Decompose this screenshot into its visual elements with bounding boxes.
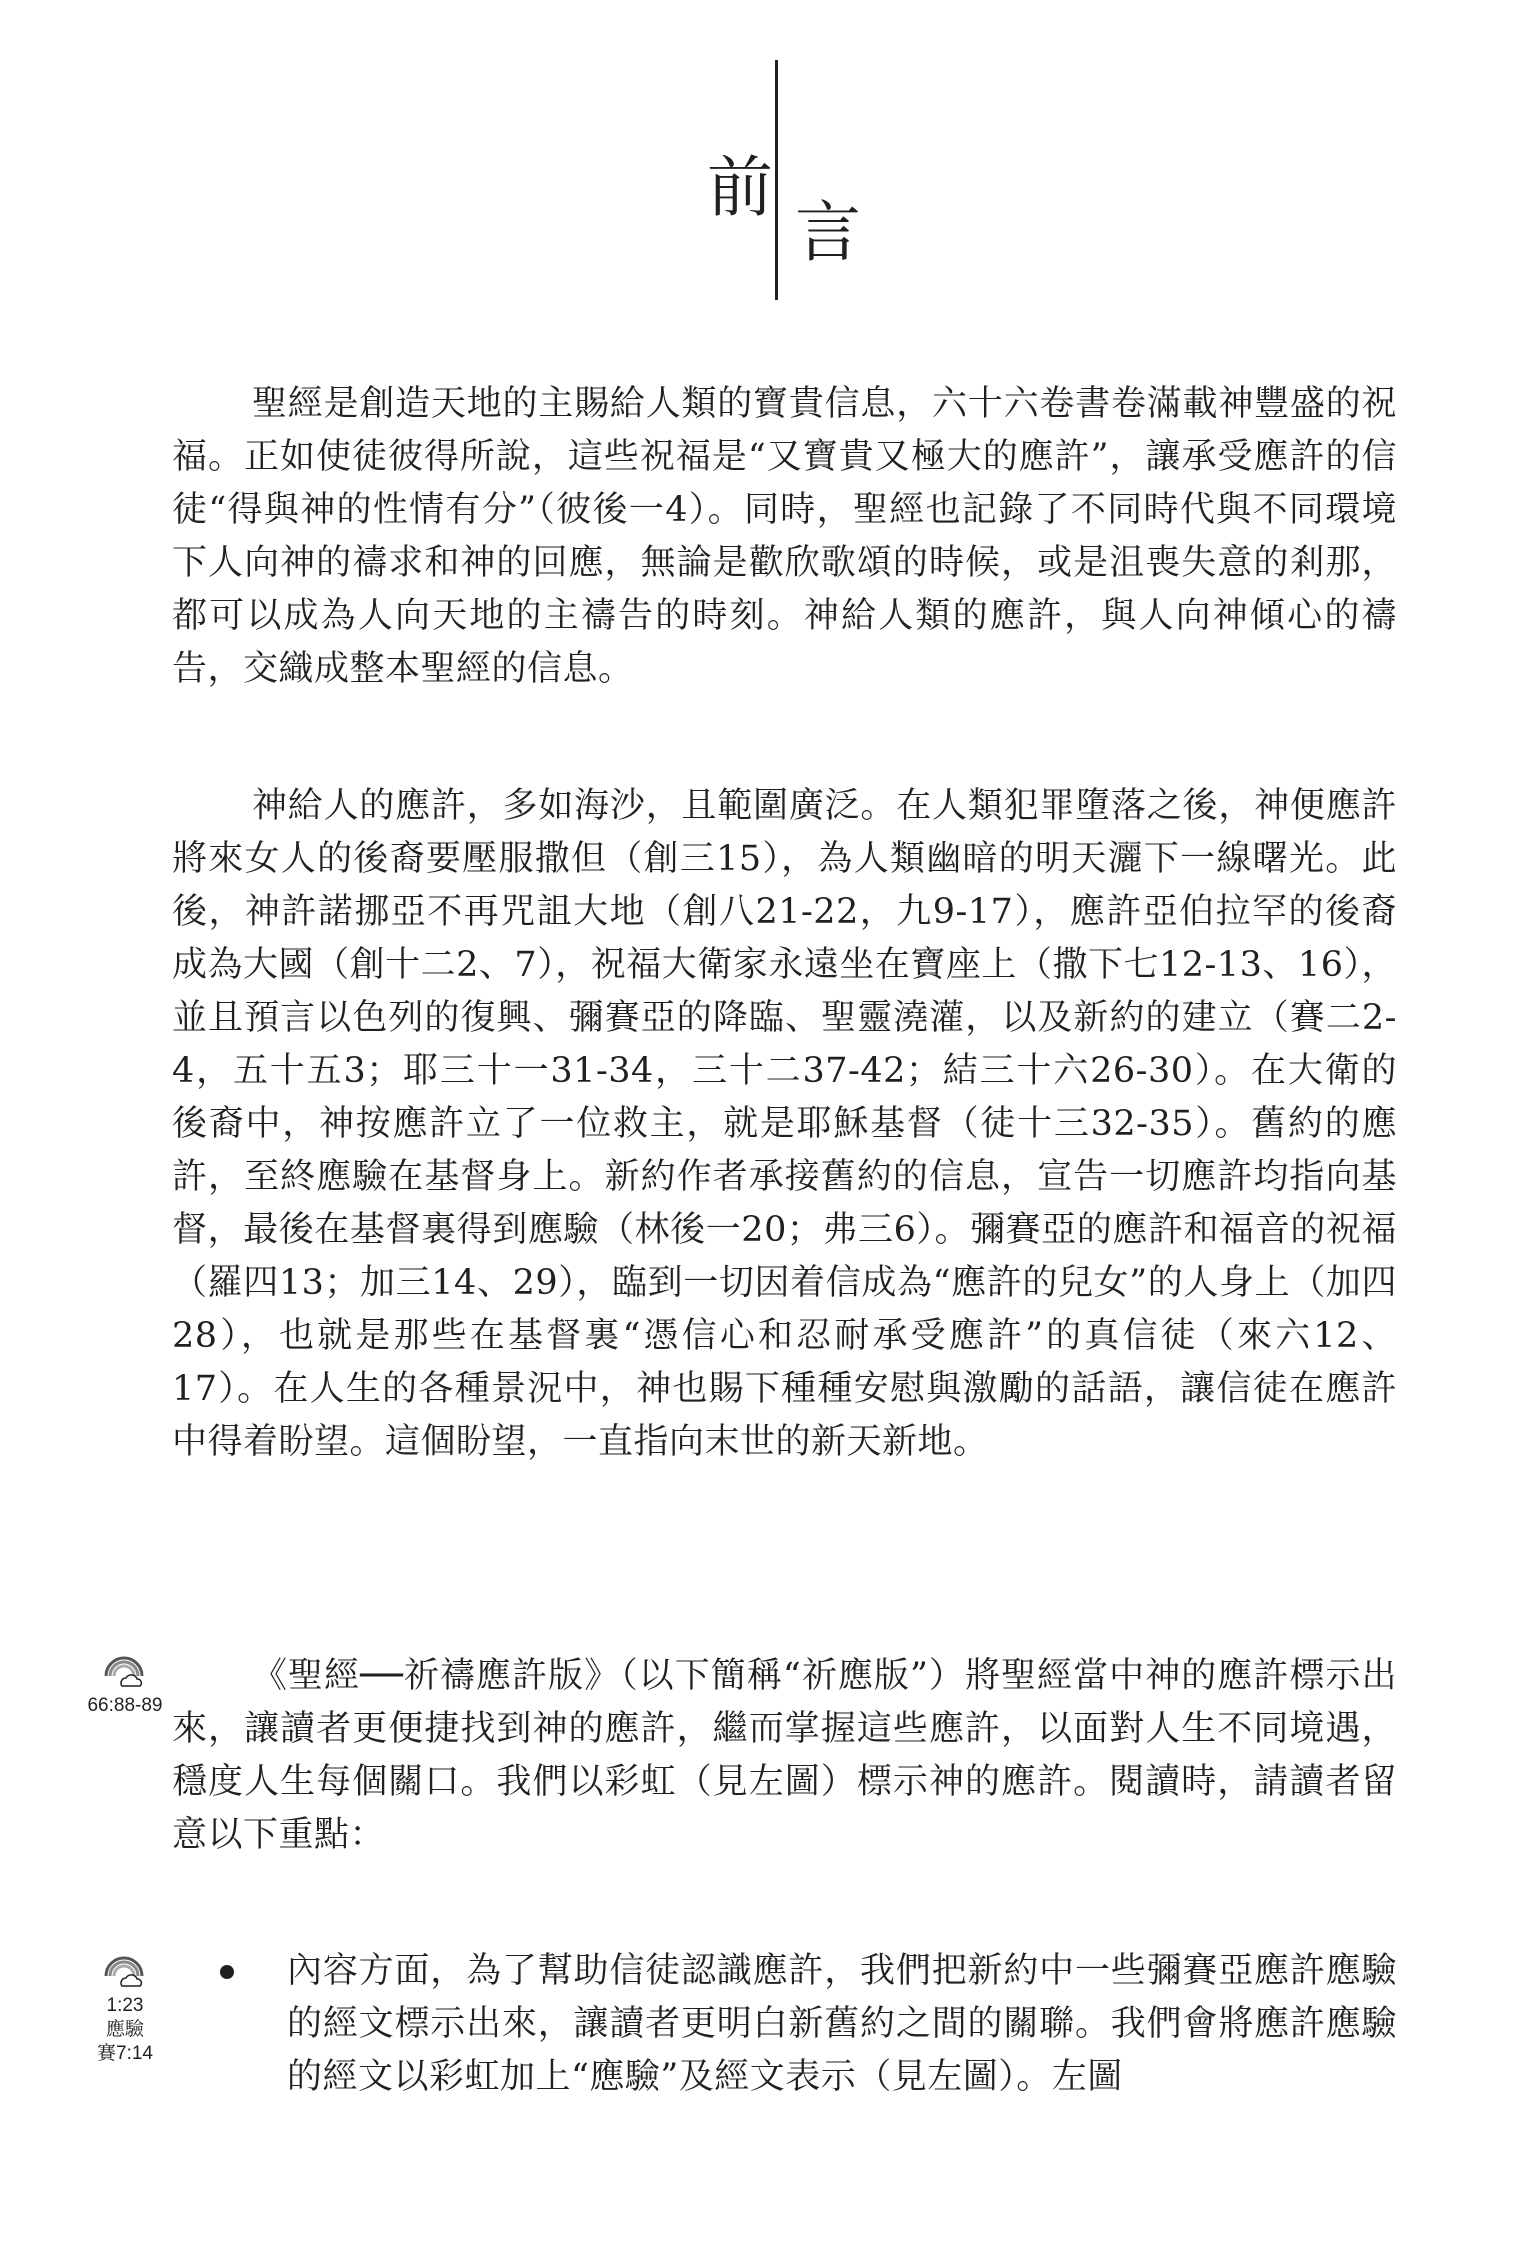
title-divider: [775, 60, 778, 300]
margin-note-verse: 1:23: [106, 1995, 144, 2016]
margin-note-ref: 賽7:14: [97, 2043, 153, 2064]
margin-note-label: 應驗: [105, 2019, 144, 2040]
paragraph-edition: 《聖經──祈禱應許版》（以下簡稱“祈應版”）將聖經當中神的應許標示出來，讓讀者更便捷找到神的應許，繼而掌握這些應許，以面對人生不同境遇，穩度人生每個關口。我們以彩虹（見左圖）標示神的應許。閱讀時，請讀者留意以下重點：: [172, 1656, 1397, 1855]
page-title: [0, 60, 1535, 305]
rainbow-cloud-icon: [102, 1950, 148, 1990]
bullet-dot: [220, 1965, 234, 1979]
margin-note-promise: [80, 1650, 170, 1718]
paragraph-promises: 神給人的應許，多如海沙，且範圍廣泛。在人類犯罪墮落之後，神便應許將來女人的後裔要壓服撒但（創三15），為人類幽暗的明天灑下一線曙光。此後，神許諾挪亞不再咒詛大地（創八21-22，九9-17），應許亞伯拉罕的後裔成為大國（創十二2、7），祝福大衛家永遠坐在寶座上（撒下七12-13、16），並且預言以色列的復興、彌賽亞的降臨、聖靈澆灌，以及新約的建立（賽二2-4，五十五3；耶三十一31-34，三十二37-42；結三十六26-30）。在大衛的後裔中，神按應許立了一位救主，就是耶穌基督（徒十三32-35）。舊約的應許，至終應驗在基督身上。新約作者承接舊約的信息，宣告一切應許均指向基督，最後在基督裏得到應驗（林後一20；弗三6）。彌賽亞的應許和福音的祝福（羅四13；加三14、29），臨到一切因着信成為“應許的兒女”的人身上（加四28），也就是那些在基督裏“憑信心和忍耐承受應許”的真信徒（來六12、17）。在人生的各種景況中，神也賜下種種安慰與激勵的話語，讓信徒在應許中得着盼望。這個盼望，一直指向末世的新天新地。: [172, 786, 1397, 1462]
bullet-item: [172, 1945, 1397, 2104]
rainbow-cloud-icon: [102, 1650, 148, 1690]
margin-note-ref: 66:88-89: [87, 1695, 163, 1716]
margin-note-fulfilment: [80, 1950, 170, 2066]
title-char-2: 言: [795, 194, 861, 271]
title-char-1: 前: [707, 149, 773, 226]
bullet-text: 內容方面，為了幫助信徒認識應許，我們把新約中一些彌賽亞應許應驗的經文標示出來，讓讀者更明白新舊約之間的關聯。我們會將應許應驗的經文以彩虹加上“應驗”及經文表示（見左圖）。左圖: [287, 1951, 1397, 2097]
paragraph-intro: 聖經是創造天地的主賜給人類的寶貴信息，六十六卷書卷滿載神豐盛的祝福。正如使徒彼得所說，這些祝福是“又寶貴又極大的應許”，讓承受應許的信徒“得與神的性情有分”（彼後一4）。同時，聖經也記錄了不同時代與不同環境下人向神的禱求和神的回應，無論是歡欣歌頌的時候，或是沮喪失意的剎那，都可以成為人向天地的主禱告的時刻。神給人類的應許，與人向神傾心的禱告，交織成整本聖經的信息。: [172, 384, 1397, 689]
